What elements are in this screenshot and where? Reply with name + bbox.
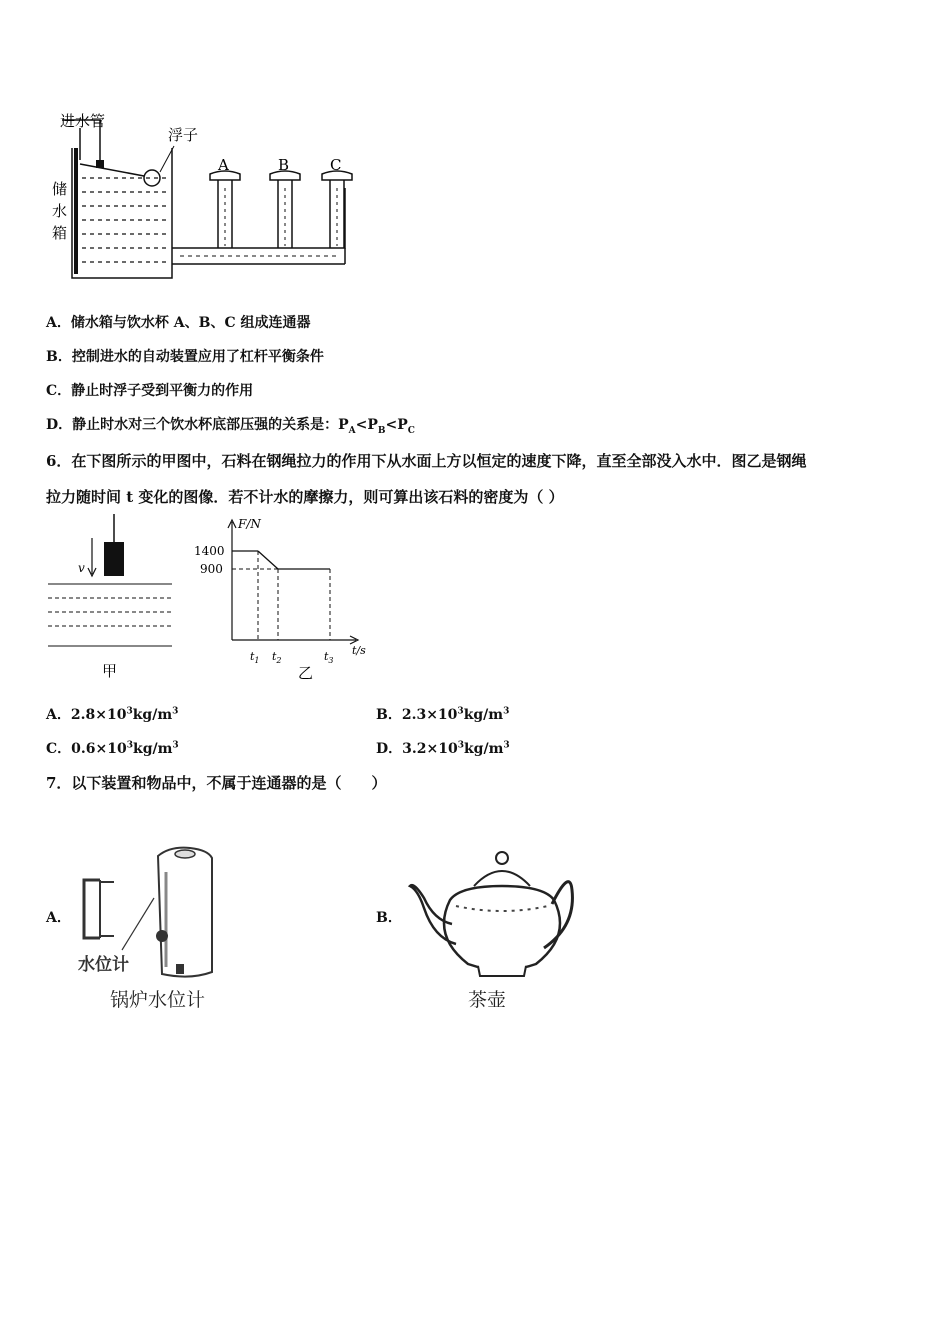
cup-label-c: C bbox=[330, 156, 342, 174]
boiler-caption: 锅炉水位计 bbox=[110, 989, 206, 1011]
tank-connector-figure bbox=[40, 108, 370, 288]
q6-option-a[interactable]: A．$2.8\times 10^3kg/m^3$ bbox=[46, 706, 179, 723]
q5-option-a[interactable]: A．储水箱与饮水杯 A、B、C 组成连通器 bbox=[46, 315, 311, 331]
boiler-water-gauge-image[interactable] bbox=[70, 842, 230, 1014]
cup-label-b: B bbox=[278, 156, 290, 174]
q6-stem-line1: 6．在下图所示的甲图中，石料在钢绳拉力的作用下从水面上方以恒定的速度下降，直至全部没入水中．图乙是钢绳 bbox=[46, 452, 807, 470]
teapot-caption: 茶壶 bbox=[468, 989, 507, 1011]
teapot-image[interactable] bbox=[404, 846, 584, 1014]
velocity-label: v bbox=[78, 561, 85, 575]
force-line-segment-2 bbox=[258, 551, 278, 569]
tank-label-3: 箱 bbox=[52, 224, 68, 242]
q7-option-a-letter[interactable]: A． bbox=[46, 910, 71, 926]
q7-stem: 7．以下装置和物品中，不属于连通器的是（ ） bbox=[46, 774, 387, 792]
y-axis-label: F/N bbox=[238, 517, 261, 531]
q7-option-b-letter[interactable]: B． bbox=[376, 910, 402, 926]
q6-stem-line2: 拉力随时间 t 变化的图像．若不计水的摩擦力，则可算出该石料的密度为（ ） bbox=[46, 488, 564, 506]
y-tick-1400: 1400 bbox=[194, 544, 225, 558]
water-gauge-inner-label: 水位计 bbox=[78, 955, 129, 975]
inlet-pipe-label: 进水管 bbox=[60, 112, 106, 130]
float-label: 浮子 bbox=[168, 126, 199, 144]
q5-option-c[interactable]: C．静止时浮子受到平衡力的作用 bbox=[46, 383, 254, 399]
tank-label-1: 储 bbox=[52, 180, 68, 198]
q6-option-b[interactable]: B．$2.3\times 10^3kg/m^3$ bbox=[376, 706, 510, 723]
figure-yi-caption: 乙 bbox=[298, 664, 314, 682]
figure-jia bbox=[44, 512, 176, 682]
cup-label-a: A bbox=[218, 156, 229, 174]
x-tick-t3: $t_3$ bbox=[324, 650, 334, 665]
q6-option-d[interactable]: D．$3.2\times 10^3kg/m^3$ bbox=[376, 740, 510, 757]
q5-option-b[interactable]: B．控制进水的自动装置应用了杠杆平衡条件 bbox=[46, 349, 324, 365]
y-tick-900: 900 bbox=[200, 562, 223, 576]
q6-option-c[interactable]: C．$0.6\times 10^3kg/m^3$ bbox=[46, 740, 179, 757]
x-axis-label: t/s bbox=[352, 644, 366, 657]
x-tick-t1: $t_1$ bbox=[250, 650, 260, 665]
figure-yi-chart bbox=[190, 514, 370, 684]
x-tick-t2: $t_2$ bbox=[272, 650, 282, 665]
q5-option-d[interactable]: D．静止时水对三个饮水杯底部压强的关系是：$P_A<P_B<P_C$ bbox=[46, 417, 415, 436]
tank-label-2: 水 bbox=[52, 202, 68, 220]
figure-jia-caption: 甲 bbox=[102, 662, 118, 680]
